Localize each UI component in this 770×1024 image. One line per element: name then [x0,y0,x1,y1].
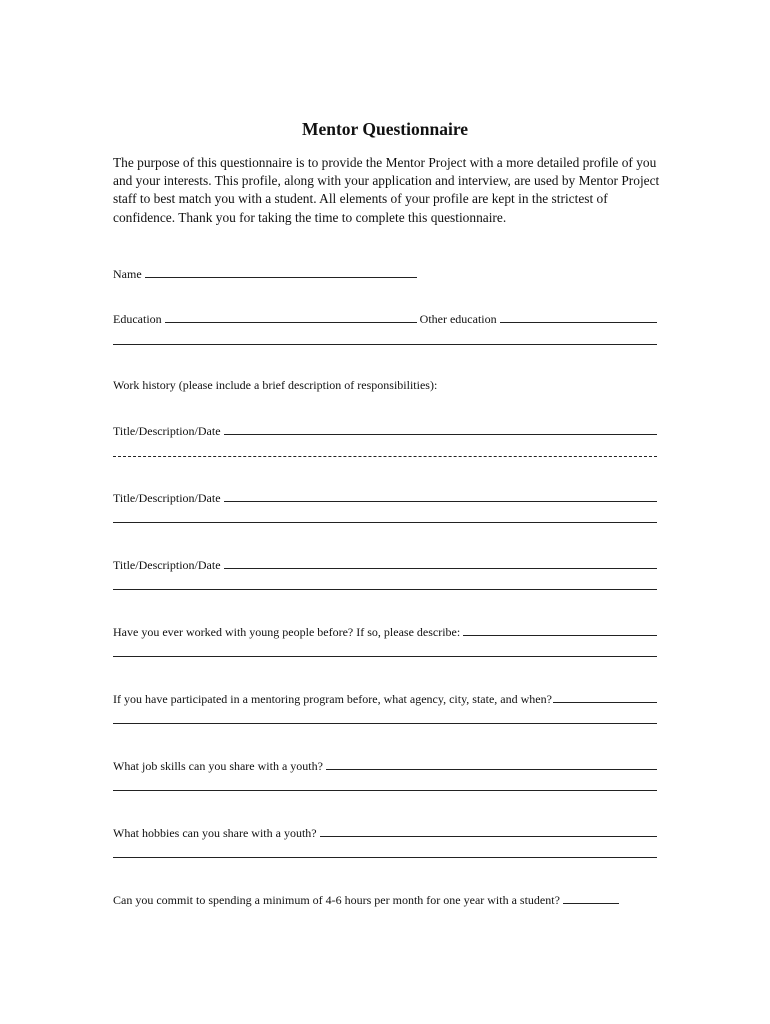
mentoring-program-continuation-field[interactable] [113,723,657,724]
intro-paragraph: The purpose of this questionnaire is to provide the Mentor Project with a more detailed profile of you and your interests. This profile, along with your application and interview, are used by Mentor Project staff to best match you with a student. All elements of your profile are kept in the strictest of confidence. Thank you for taking the time to complete this questionnaire. [113,155,660,225]
mentoring-program-label: If you have participated in a mentoring program before, what agency, city, state, and when? [113,692,552,706]
job-skills-field[interactable] [326,769,657,770]
job-skills-label: What job skills can you share with a youth? [113,759,323,773]
work-entry-1-field[interactable] [224,434,657,435]
work-entry-3-field[interactable] [224,568,657,569]
commit-field[interactable] [563,903,619,904]
mentoring-program-row [113,688,657,706]
hobbies-row [113,822,657,840]
education-field[interactable] [165,322,417,323]
young-people-continuation-field[interactable] [113,656,657,657]
commit-row [113,889,657,907]
mentoring-program-field[interactable] [553,702,657,703]
hobbies-label: What hobbies can you share with a youth? [113,826,317,840]
job-skills-row [113,755,657,773]
work-entry-2-row [113,487,657,505]
education-label: Education [113,312,162,326]
education-row [113,308,657,326]
education-continuation-field[interactable] [113,344,657,345]
work-entry-1-row [113,420,657,438]
work-history-label: Work history (please include a brief description of responsibilities): [113,378,438,392]
work-entry-3-continuation-field[interactable] [113,589,657,590]
other-education-label: Other education [419,312,497,326]
job-skills-continuation-field[interactable] [113,790,657,791]
hobbies-continuation-field[interactable] [113,857,657,858]
work-entry-3-row [113,554,657,572]
name-field[interactable] [145,277,417,278]
commit-label: Can you commit to spending a minimum of 4-6 hours per month for one year with a student? [113,893,560,907]
young-people-label: Have you ever worked with young people before? If so, please describe: [113,625,461,639]
young-people-field[interactable] [463,635,657,636]
name-label: Name [113,267,142,281]
other-education-field[interactable] [500,322,657,323]
work-history-row [113,374,657,392]
work-entry-2-continuation-field[interactable] [113,522,657,523]
young-people-row [113,621,657,639]
hobbies-field[interactable] [320,836,657,837]
work-entry-2-label: Title/Description/Date [113,491,221,505]
work-entry-1-continuation-field[interactable] [113,456,657,457]
page-title: Mentor Questionnaire [301,119,469,139]
work-entry-2-field[interactable] [224,501,657,502]
work-entry-3-label: Title/Description/Date [113,558,221,572]
work-entry-1-label: Title/Description/Date [113,424,221,438]
name-row [113,263,657,281]
